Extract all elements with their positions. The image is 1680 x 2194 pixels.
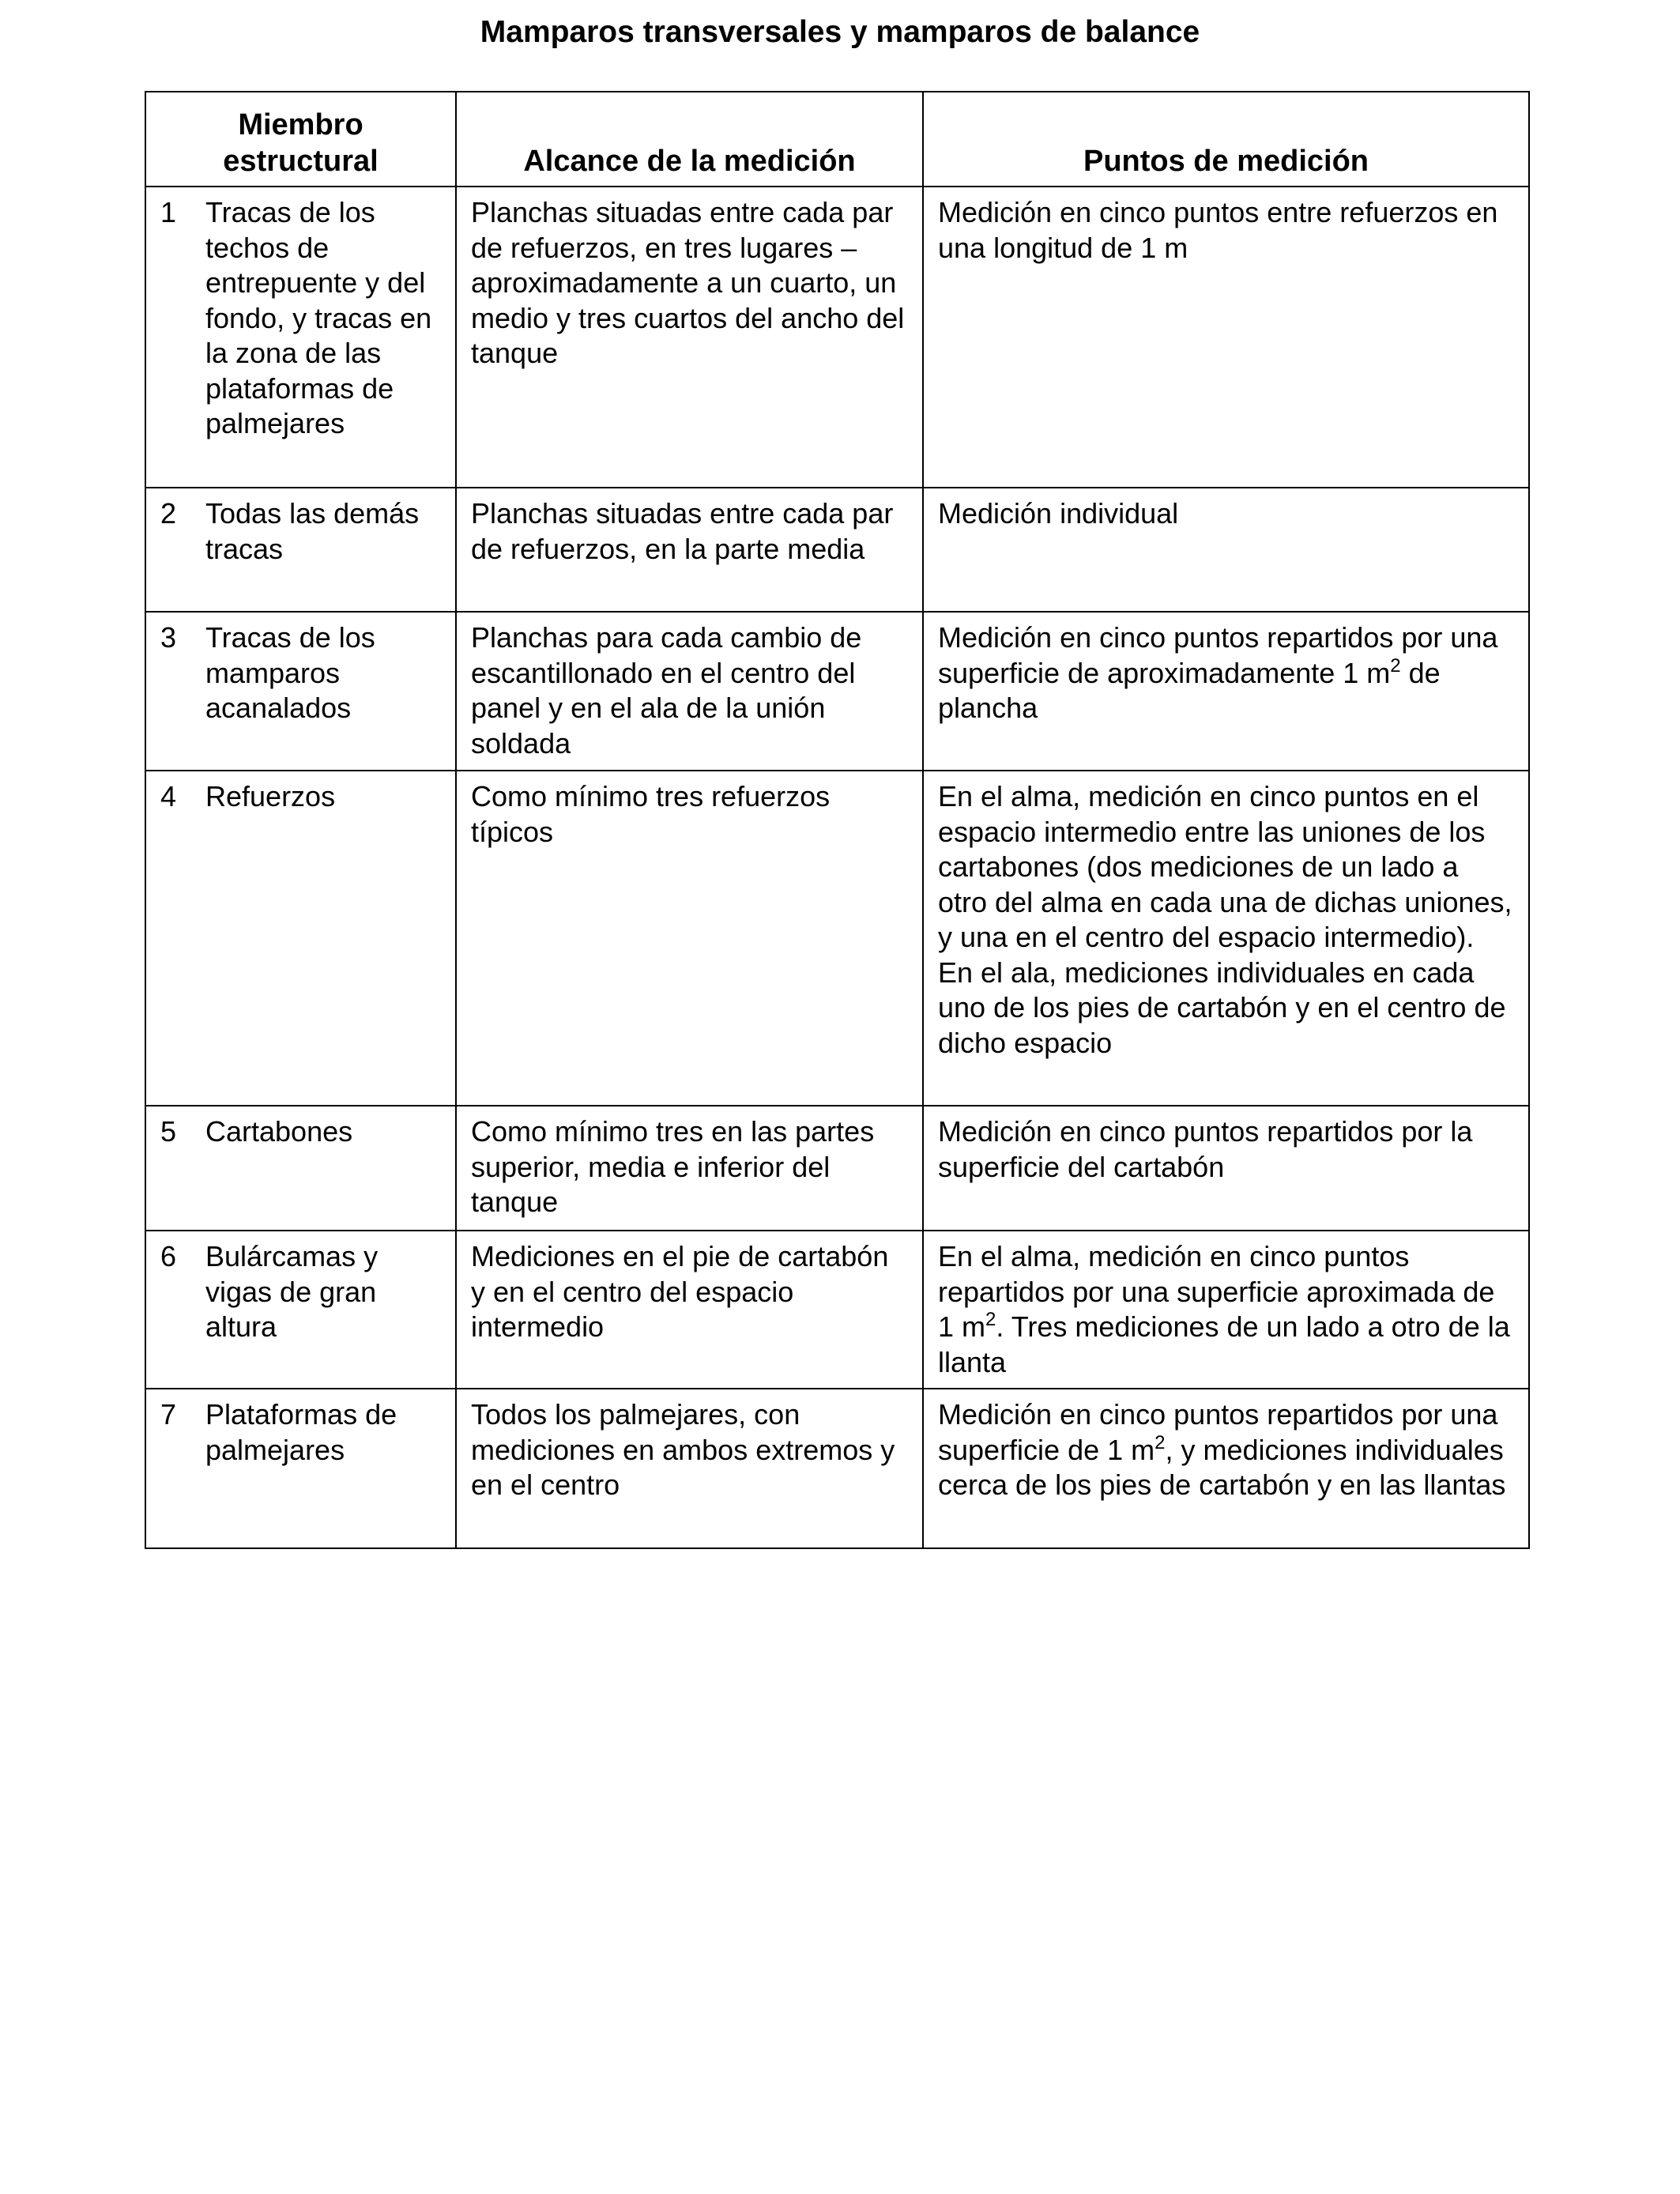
cell-points <box>923 612 1529 771</box>
cell-member <box>145 1389 456 1548</box>
superscript: 2 <box>1390 654 1401 677</box>
member-text: Bulárcamas y vigas de gran altura <box>205 1240 379 1343</box>
member-text: Cartabones <box>205 1115 353 1148</box>
table-row <box>145 1106 1529 1231</box>
cell-points <box>923 187 1529 488</box>
scope-text: Planchas situadas entre cada par de refuerzos, en la parte media <box>471 497 894 565</box>
page-title: Mamparos transversales y mamparos de balance <box>480 15 1200 49</box>
row-number: 5 <box>160 1115 177 1148</box>
points-text-a: Medición en cinco puntos repartidos por una superficie de 1 m <box>938 1398 1498 1466</box>
header-points: Puntos de medición <box>923 92 1529 187</box>
points-text: En el alma, medición en cinco puntos en el espacio intermedio entre las uniones de los cartabones (dos mediciones de un lado a otro del alma en cada una de dichas uniones, y una en el centro del espacio intermedio). En el ala, mediciones individuales en cada uno de los pies de cartabón y en el centro de dicho espacio <box>938 780 1512 1059</box>
points-text-a: Medición en cinco puntos repartidos por una superficie de aproximadamente 1 m <box>938 621 1498 689</box>
row-number: 6 <box>160 1240 177 1272</box>
cell-member <box>145 488 456 612</box>
member-text: Tracas de los techos de entrepuente y del fondo, y tracas en la zona de las plataformas de palmejares <box>205 196 432 439</box>
header-member: Miembro estructural <box>145 92 456 187</box>
cell-points <box>923 1231 1529 1389</box>
row-number: 4 <box>160 780 177 812</box>
points-text-b: , y mediciones individuales cerca de los pies de cartabón y en las llantas <box>938 1433 1506 1501</box>
scope-text: Como mínimo tres en las partes superior, media e inferior del tanque <box>471 1115 875 1218</box>
cell-scope <box>456 771 923 1106</box>
scope-text: Planchas situadas entre cada par de refuerzos, en tres lugares – aproximadamente a un cuarto, un medio y tres cuartos del ancho del tanque <box>471 196 905 369</box>
scope-text: Como mínimo tres refuerzos típicos <box>471 780 831 848</box>
cell-points <box>923 1106 1529 1231</box>
member-text: Plataformas de palmejares <box>205 1398 397 1466</box>
cell-member <box>145 771 456 1106</box>
cell-scope <box>456 1106 923 1231</box>
member-text: Tracas de los mamparos acanalados <box>205 621 375 724</box>
cell-points <box>923 771 1529 1106</box>
row-number: 7 <box>160 1398 177 1431</box>
table-row <box>145 187 1529 488</box>
cell-scope <box>456 1231 923 1389</box>
points-text: Medición individual <box>938 497 1179 530</box>
cell-scope <box>456 187 923 488</box>
points-text-b: de plancha <box>938 656 1441 724</box>
cell-member <box>145 187 456 488</box>
table-header-row <box>145 92 1529 187</box>
measurement-table <box>145 91 1530 1549</box>
member-text: Todas las demás tracas <box>205 497 420 565</box>
row-number: 1 <box>160 196 177 228</box>
cell-member <box>145 1231 456 1389</box>
header-scope: Alcance de la medición <box>456 92 923 187</box>
cell-scope <box>456 612 923 771</box>
row-number: 3 <box>160 621 177 654</box>
cell-scope <box>456 488 923 612</box>
table-row <box>145 612 1529 771</box>
points-text-b: . Tres mediciones de un lado a otro de la llanta <box>938 1310 1510 1378</box>
superscript: 2 <box>985 1309 996 1330</box>
points-text-a: En el alma, medición en cinco puntos repartidos por una superficie aproximada de 1 m <box>938 1240 1495 1343</box>
points-text: Medición en cinco puntos repartidos por la superficie del cartabón <box>938 1115 1473 1183</box>
points-text: Medición en cinco puntos entre refuerzos en una longitud de 1 m <box>938 196 1498 264</box>
member-text: Refuerzos <box>205 780 336 812</box>
cell-points <box>923 488 1529 612</box>
table-row <box>145 488 1529 612</box>
table-row <box>145 771 1529 1106</box>
table-row <box>145 1389 1529 1548</box>
cell-member <box>145 612 456 771</box>
cell-member <box>145 1106 456 1231</box>
scope-text: Mediciones en el pie de cartabón y en el centro del espacio intermedio <box>471 1240 889 1343</box>
scope-text: Planchas para cada cambio de escantillonado en el centro del panel y en el ala de la unión soldada <box>471 621 862 760</box>
cell-scope <box>456 1389 923 1548</box>
superscript: 2 <box>1155 1431 1166 1453</box>
cell-points <box>923 1389 1529 1548</box>
row-number: 2 <box>160 497 177 530</box>
scope-text: Todos los palmejares, con mediciones en ambos extremos y en el centro <box>471 1398 895 1501</box>
table-row <box>145 1231 1529 1389</box>
